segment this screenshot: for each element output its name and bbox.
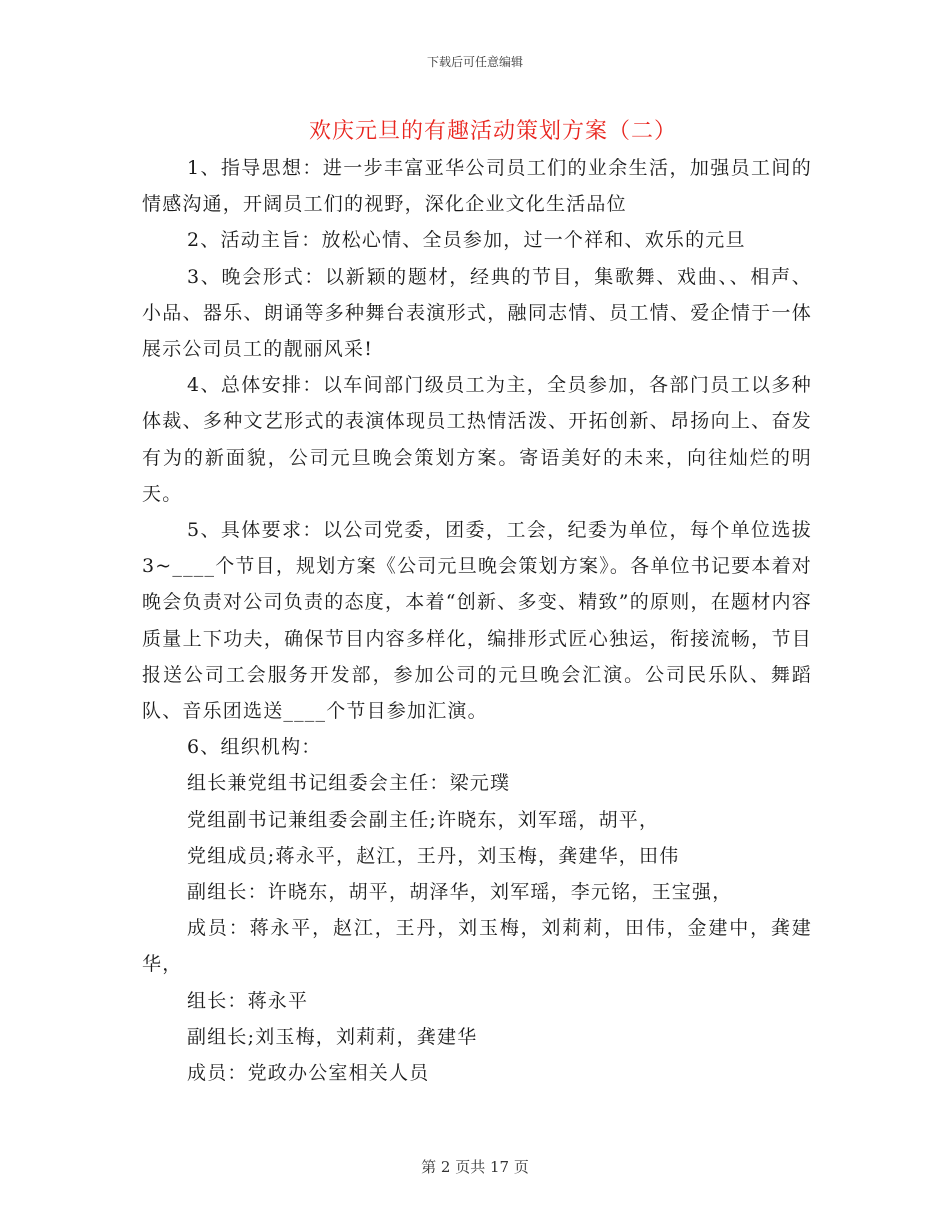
paragraph-deputy-leaders: 副组长：许晓东，胡平，胡泽华，刘军瑶，李元铭，王宝强， (187, 881, 733, 904)
paragraph-committee-director: 组长兼党组书记组委会主任：梁元璞 (187, 772, 511, 795)
paragraph-overall-arrangement: 4、总体安排：以车间部门级员工为主，全员参加，各部门员工以多种体裁、多种文艺形式的表演体现员工热情活泼、开拓创新、昂扬向上、奋发有为的新面貌，公司元旦晚会策划方案。寄语美好的未来，向往灿烂的明天。 (142, 374, 812, 505)
paragraph-gala-format: 3、晚会形式：以新颖的题材，经典的节目，集歌舞、戏曲、、相声、小品、器乐、朗诵等多种舞台表演形式，融同志情、员工情、爱企情于一体展示公司员工的靓丽风采! (142, 265, 812, 361)
paragraph-specific-requirements: 5、具体要求：以公司党委，团委，工会，纪委为单位，每个单位选拔3~____个节目，规划方案《公司元旦晚会策划方案》。各单位书记要本着对晚会负责对公司负责的态度，本着“创新、多变、精致”的原则，在题材内容质量上下功夫，确保节目内容多样化，编排形式匠心独运，衔接流畅，节目报送公司工会服务开发部，参加公司的元旦晚会汇演。公司民乐队、舞蹈队、音乐团选送____个节目参加汇演。 (142, 519, 812, 723)
paragraph-organization-heading: 6、组织机构： (187, 736, 322, 759)
paragraph-group-deputy-leaders: 副组长;刘玉梅，刘莉莉，龚建华 (187, 1025, 478, 1048)
paragraph-group-members: 成员：党政办公室相关人员 (187, 1062, 430, 1085)
paragraph-activity-theme: 2、活动主旨：放松心情、全员参加，过一个祥和、欢乐的元旦 (187, 229, 746, 252)
document-body (142, 150, 812, 1091)
paragraph-group-leader: 组长：蒋永平 (187, 989, 309, 1012)
page-footer-page-number: 第 2 页共 17 页 (421, 1158, 529, 1176)
paragraph-party-members: 党组成员;蒋永平，赵江，王丹，刘玉梅，龚建华，田伟 (187, 844, 680, 867)
page-header-note: 下载后可任意编辑 (426, 55, 523, 69)
document-title: 欢庆元旦的有趣活动策划方案（二） (308, 119, 677, 144)
paragraph-members: 成员：蒋永平，赵江，王丹，刘玉梅，刘莉莉，田伟，金建中，龚建华， (142, 917, 812, 976)
paragraph-committee-deputy-director: 党组副书记兼组委会副主任;许晓东，刘军瑶，胡平， (187, 808, 660, 831)
paragraph-guiding-ideology: 1、指导思想：进一步丰富亚华公司员工们的业余生活，加强员工间的情感沟通，开阔员工们的视野，深化企业文化生活品位 (142, 157, 812, 216)
